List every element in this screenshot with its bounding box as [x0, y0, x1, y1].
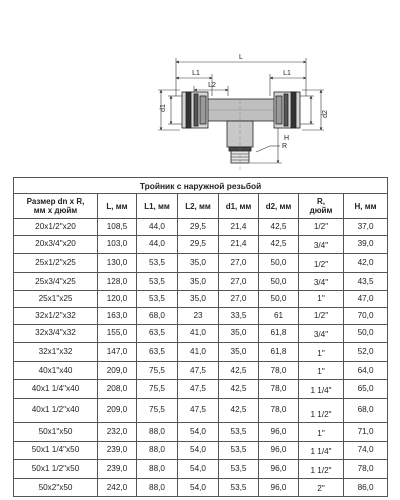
cell-l2: 54,0	[178, 422, 219, 441]
table-row	[14, 398, 388, 422]
cell-l: 128,0	[98, 272, 137, 291]
cell-d2: 96,0	[259, 441, 299, 460]
column-header-line: L1, мм	[144, 201, 170, 211]
cell-l1: 75,5	[137, 398, 178, 422]
dim-label-H: H	[284, 135, 290, 142]
cell-r: 1"	[299, 422, 344, 441]
dim-label-L: L	[239, 54, 243, 61]
cell-l: 108,5	[98, 219, 137, 236]
cell-d2: 96,0	[259, 478, 299, 497]
cell-l2: 35,0	[178, 291, 219, 308]
cell-l2: 35,0	[178, 272, 219, 291]
cell-l: 209,0	[98, 398, 137, 422]
tee-technical-drawing	[0, 0, 400, 175]
column-header-line: d2, мм	[265, 201, 292, 211]
cell-l1: 75,5	[137, 361, 178, 380]
spec-table	[13, 177, 388, 497]
cell-d1: 27,0	[219, 291, 259, 308]
column-header-d2	[259, 194, 299, 219]
cell-r: 2"	[299, 478, 344, 497]
cell-size: 20x3/4"x20	[14, 235, 98, 254]
column-header-line: H, мм	[354, 201, 377, 211]
dim-label-d2: d2	[322, 110, 329, 118]
dim-label-d1: d1	[160, 104, 167, 112]
cell-d1: 42,5	[219, 398, 259, 422]
cell-d1: 53,5	[219, 460, 259, 479]
table-body	[14, 219, 388, 497]
cell-size: 50x2"x50	[14, 478, 98, 497]
cell-h: 47,0	[344, 291, 388, 308]
dim-label-L1-left: L1	[192, 70, 200, 77]
table-row	[14, 307, 388, 324]
cell-size: 50x1"x50	[14, 422, 98, 441]
column-header-line: мм х дюйм	[33, 206, 78, 215]
table-row	[14, 272, 388, 291]
table-row	[14, 254, 388, 273]
cell-d2: 78,0	[259, 398, 299, 422]
cell-l: 209,0	[98, 361, 137, 380]
cell-size: 25x1/2"x25	[14, 254, 98, 273]
cell-d1: 42,5	[219, 361, 259, 380]
cell-l2: 47,5	[178, 380, 219, 399]
cell-l: 163,0	[98, 307, 137, 324]
cell-h: 43,5	[344, 272, 388, 291]
cell-r: 1"	[299, 291, 344, 308]
cell-size: 50x1 1/2"x50	[14, 460, 98, 479]
cell-r: 3/4"	[299, 235, 344, 254]
cell-size: 32x1/2"x32	[14, 307, 98, 324]
column-header-line: Размер dn x R,	[26, 197, 85, 206]
dim-label-L1-right: L1	[283, 70, 291, 77]
cell-l2: 29,5	[178, 219, 219, 236]
cell-r: 3/4"	[299, 272, 344, 291]
cell-l: 147,0	[98, 343, 137, 362]
cell-d1: 53,5	[219, 478, 259, 497]
cell-h: 50,0	[344, 324, 388, 343]
cell-l2: 54,0	[178, 478, 219, 497]
cell-l1: 53,5	[137, 272, 178, 291]
cell-l: 130,0	[98, 254, 137, 273]
cell-r: 1/2"	[299, 307, 344, 324]
column-header-line: d1, мм	[225, 201, 252, 211]
cell-d1: 35,0	[219, 343, 259, 362]
cell-d2: 61,8	[259, 343, 299, 362]
cell-d2: 50,0	[259, 291, 299, 308]
column-header-line: L2, мм	[185, 201, 211, 211]
cell-d1: 27,0	[219, 254, 259, 273]
cell-l1: 53,5	[137, 291, 178, 308]
cell-l2: 47,5	[178, 361, 219, 380]
cell-size: 25x3/4"x25	[14, 272, 98, 291]
cell-h: 37,0	[344, 219, 388, 236]
cell-l: 239,0	[98, 460, 137, 479]
cell-d1: 27,0	[219, 272, 259, 291]
cell-l1: 44,0	[137, 219, 178, 236]
column-header-line: дюйм	[309, 206, 333, 215]
cell-size: 32x3/4"x32	[14, 324, 98, 343]
cell-l: 208,0	[98, 380, 137, 399]
cell-l2: 29,5	[178, 235, 219, 254]
cell-l2: 35,0	[178, 254, 219, 273]
table-header-row	[14, 194, 388, 219]
cell-h: 68,0	[344, 398, 388, 422]
cell-size: 50x1 1/4"x50	[14, 441, 98, 460]
cell-h: 39,0	[344, 235, 388, 254]
cell-r: 1 1/2"	[299, 460, 344, 479]
table-row	[14, 291, 388, 308]
table-title: Тройник с наружной резьбой	[14, 178, 388, 194]
cell-r: 3/4"	[299, 324, 344, 343]
cell-l: 232,0	[98, 422, 137, 441]
dim-label-L2: L2	[208, 82, 216, 89]
column-header-L2	[178, 194, 219, 219]
tee-body	[182, 92, 300, 170]
cell-size: 32x1"x32	[14, 343, 98, 362]
cell-l2: 54,0	[178, 460, 219, 479]
cell-d2: 78,0	[259, 361, 299, 380]
cell-d2: 42,5	[259, 235, 299, 254]
column-header-H	[344, 194, 388, 219]
column-header-L	[98, 194, 137, 219]
cell-l2: 54,0	[178, 441, 219, 460]
table-row	[14, 380, 388, 399]
cell-l1: 63,5	[137, 324, 178, 343]
cell-r: 1 1/4"	[299, 380, 344, 399]
cell-l1: 44,0	[137, 235, 178, 254]
cell-size: 25x1"x25	[14, 291, 98, 308]
cell-d2: 61	[259, 307, 299, 324]
cell-r: 1"	[299, 361, 344, 380]
cell-h: 52,0	[344, 343, 388, 362]
cell-l: 239,0	[98, 441, 137, 460]
cell-l1: 68,0	[137, 307, 178, 324]
cell-size: 40x1"x40	[14, 361, 98, 380]
cell-d2: 78,0	[259, 380, 299, 399]
cell-size: 40x1 1/2"x40	[14, 398, 98, 422]
cell-d1: 53,5	[219, 441, 259, 460]
column-header-d1	[219, 194, 259, 219]
cell-h: 65,0	[344, 380, 388, 399]
cell-l: 103,0	[98, 235, 137, 254]
cell-r: 1"	[299, 343, 344, 362]
cell-h: 74,0	[344, 441, 388, 460]
cell-l1: 88,0	[137, 441, 178, 460]
cell-r: 1/2"	[299, 254, 344, 273]
dim-label-R: R	[282, 143, 288, 150]
cell-l1: 88,0	[137, 422, 178, 441]
cell-size: 40x1 1/4"x40	[14, 380, 98, 399]
cell-l: 155,0	[98, 324, 137, 343]
column-header-line: R,	[317, 197, 325, 206]
cell-r: 1/2"	[299, 219, 344, 236]
cell-r: 1 1/2"	[299, 398, 344, 422]
cell-l: 120,0	[98, 291, 137, 308]
cell-l1: 53,5	[137, 254, 178, 273]
cell-d2: 50,0	[259, 272, 299, 291]
cell-l2: 23	[178, 307, 219, 324]
cell-h: 42,0	[344, 254, 388, 273]
cell-d1: 42,5	[219, 380, 259, 399]
column-header-L1	[137, 194, 178, 219]
table-row	[14, 343, 388, 362]
cell-h: 78,0	[344, 460, 388, 479]
cell-d1: 53,5	[219, 422, 259, 441]
cell-l1: 88,0	[137, 478, 178, 497]
column-header-size	[14, 194, 98, 219]
cell-l1: 75,5	[137, 380, 178, 399]
cell-d2: 96,0	[259, 460, 299, 479]
table-row	[14, 235, 388, 254]
table-row	[14, 460, 388, 479]
column-header-R	[299, 194, 344, 219]
cell-d1: 21,4	[219, 219, 259, 236]
cell-d2: 50,0	[259, 254, 299, 273]
cell-d1: 21,4	[219, 235, 259, 254]
table-row	[14, 219, 388, 236]
cell-h: 70,0	[344, 307, 388, 324]
cell-l1: 88,0	[137, 460, 178, 479]
cell-l1: 63,5	[137, 343, 178, 362]
cell-r: 1 1/4"	[299, 441, 344, 460]
cell-h: 64,0	[344, 361, 388, 380]
table-row	[14, 361, 388, 380]
table-row	[14, 422, 388, 441]
cell-l2: 41,0	[178, 343, 219, 362]
cell-h: 86,0	[344, 478, 388, 497]
table-row	[14, 478, 388, 497]
cell-l2: 41,0	[178, 324, 219, 343]
cell-d1: 35,0	[219, 324, 259, 343]
cell-d2: 61,8	[259, 324, 299, 343]
cell-d2: 96,0	[259, 422, 299, 441]
table-row	[14, 441, 388, 460]
table-row	[14, 324, 388, 343]
cell-l2: 47,5	[178, 398, 219, 422]
cell-d2: 42,5	[259, 219, 299, 236]
cell-size: 20x1/2"x20	[14, 219, 98, 236]
cell-h: 71,0	[344, 422, 388, 441]
column-header-line: L, мм	[106, 201, 128, 211]
cell-l: 242,0	[98, 478, 137, 497]
cell-d1: 33,5	[219, 307, 259, 324]
